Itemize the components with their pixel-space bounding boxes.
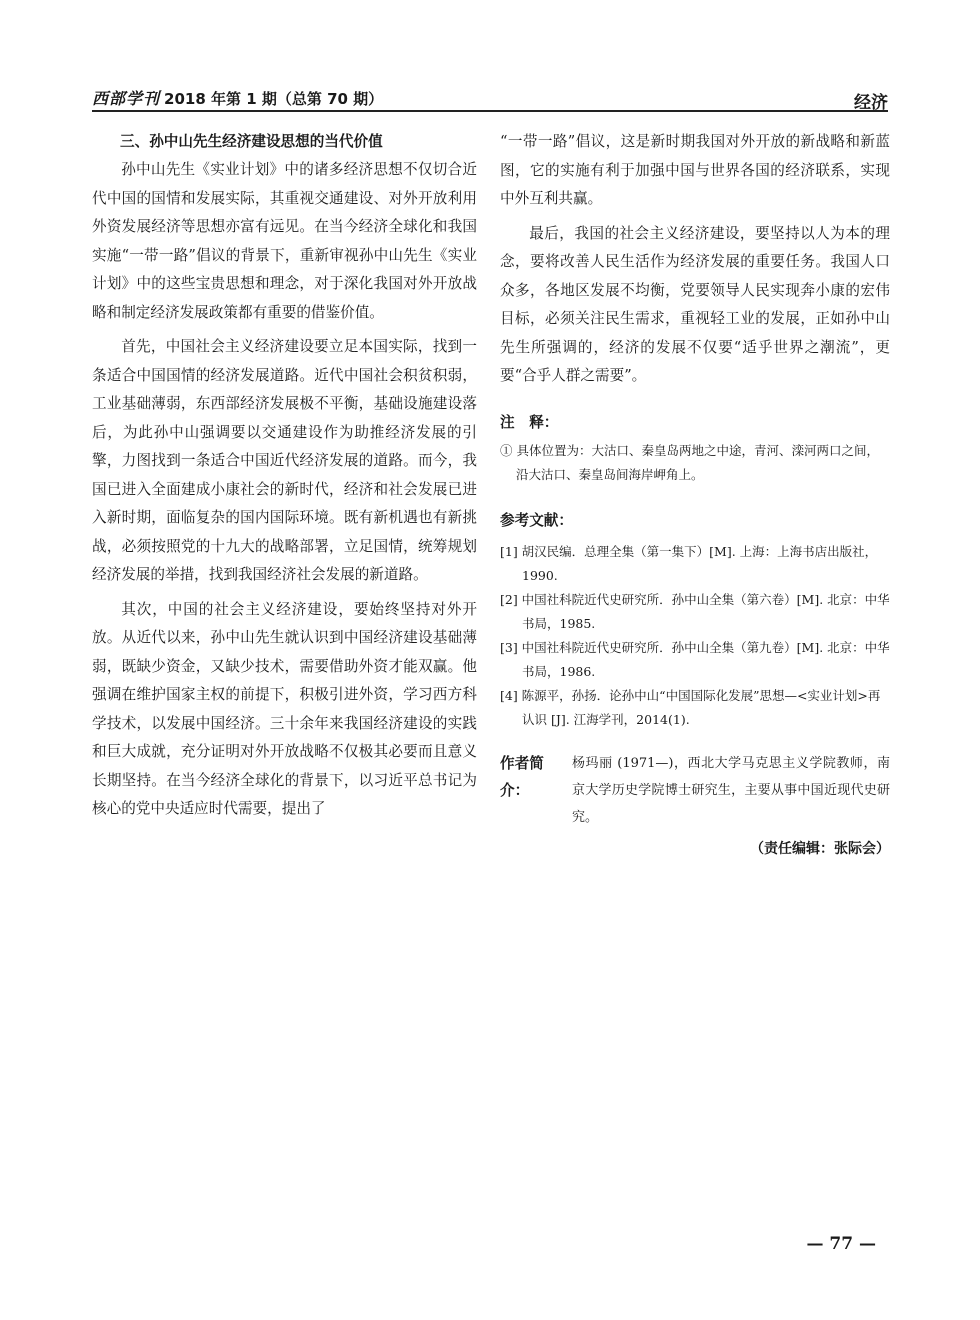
- body-paragraph: 孙中山先生《实业计划》中的诸多经济思想不仅切合近代中国的国情和发展实际，其重视交通建设、对外开放利用外资发展经济等思想亦富有远见。在当今经济全球化和我国实施“一带一路”倡议的背景下，重新审视孙中山先生《实业计划》中的这些宝贵思想和理念，对于深化我国对外开放战略和制定经济发展政策都有重要的借鉴价值。: [92, 161, 477, 321]
- right-column: [500, 128, 890, 863]
- page-number: — 77 —: [806, 1234, 876, 1254]
- notes-title: 注 释：: [500, 413, 559, 431]
- editor-credit: （责任编辑：张际会）: [750, 840, 890, 857]
- section-label: 经济: [854, 93, 888, 113]
- body-paragraph: 首先，中国社会主义经济建设要立足本国实际，找到一条适合中国国情的经济发展道路。近代中国社会积贫积弱，工业基础薄弱，东西部经济发展极不平衡，基础设施建设落后，为此孙中山强调要以交通建设作为助推经济发展的引擎，力图找到一条适合中国近代经济发展的道路。而今，我国已进入全面建成小康社会的新时代，经济和社会发展已进入新时期，面临复杂的国内国际环境。既有新机遇也有新挑战，必须按照党的十九大的战略部署，立足国情，统筹规划经济发展的举措，找到我国经济社会发展的新道路。: [92, 338, 477, 583]
- journal-info: [92, 86, 383, 109]
- body-paragraph: 其次，中国的社会主义经济建设，要始终坚持对外开放。从近代以来，孙中山先生就认识到中国经济建设基础薄弱，既缺少资金，又缺少技术，需要借助外资才能双赢。他强调在维护国家主权的前提下，积极引进外资，学习西方科学技术，以发展中国经济。三十余年来我国经济建设的实践和巨大成就，充分证明对外开放战略不仅极其必要而且意义长期坚持。在当今经济全球化的背景下，以习近平总书记为核心的党中央适应时代需要，提出了: [92, 600, 477, 817]
- left-column: [92, 128, 477, 824]
- section-heading: 三、孙中山先生经济建设思想的当代价值: [120, 133, 383, 150]
- page-header: [92, 82, 888, 112]
- author-bio: [500, 750, 890, 831]
- reference-item: [4] 陈源平，孙扬．论孙中山“中国国际化发展”思想—<实业计划>再认识 [J]. 江海学刊，2014(1).: [500, 687, 881, 727]
- references-title: 参考文献：: [500, 512, 573, 529]
- body-paragraph: 最后，我国的社会主义经济建设，要坚持以人为本的理念，要将改善人民生活作为经济发展的重要任务。我国人口众多，各地区发展不均衡，党要领导人民实现奔小康的宏伟目标，必须关注民生需求，重视轻工业的发展，正如孙中山先生所强调的，经济的发展不仅要“适乎世界之潮流”，更要“合乎人群之需要”。: [500, 224, 890, 384]
- header-rule: [92, 110, 888, 112]
- journal-name: 西部学刊: [92, 89, 161, 108]
- reference-item: [3] 中国社科院近代史研究所．孙中山全集（第九卷）[M]. 北京：中华书局，1986.: [500, 639, 890, 679]
- author-label: 作者简介：: [500, 754, 544, 799]
- issue-info: 2018 年第 1 期（总第 70 期）: [164, 90, 384, 108]
- reference-item: [1] 胡汉民编．总理全集（第一集下）[M]. 上海：上海书店出版社，1990.: [500, 543, 878, 583]
- reference-item: [2] 中国社科院近代史研究所．孙中山全集（第六卷）[M]. 北京：中华书局，1985.: [500, 591, 890, 631]
- author-text: 杨玛丽 (1971—)，西北大学马克思主义学院教师，南京大学历史学院博士研究生，主要从事中国近现代史研究。: [572, 755, 890, 825]
- note-item: ① 具体位置为：大沽口、秦皇岛两地之中途，青河、滦河两口之间，沿大沽口、秦皇岛间海岸岬角上。: [500, 443, 879, 482]
- body-paragraph: “一带一路”倡议，这是新时期我国对外开放的新战略和新蓝图，它的实施有利于加强中国与世界各国的经济联系，实现中外互利共赢。: [500, 133, 890, 207]
